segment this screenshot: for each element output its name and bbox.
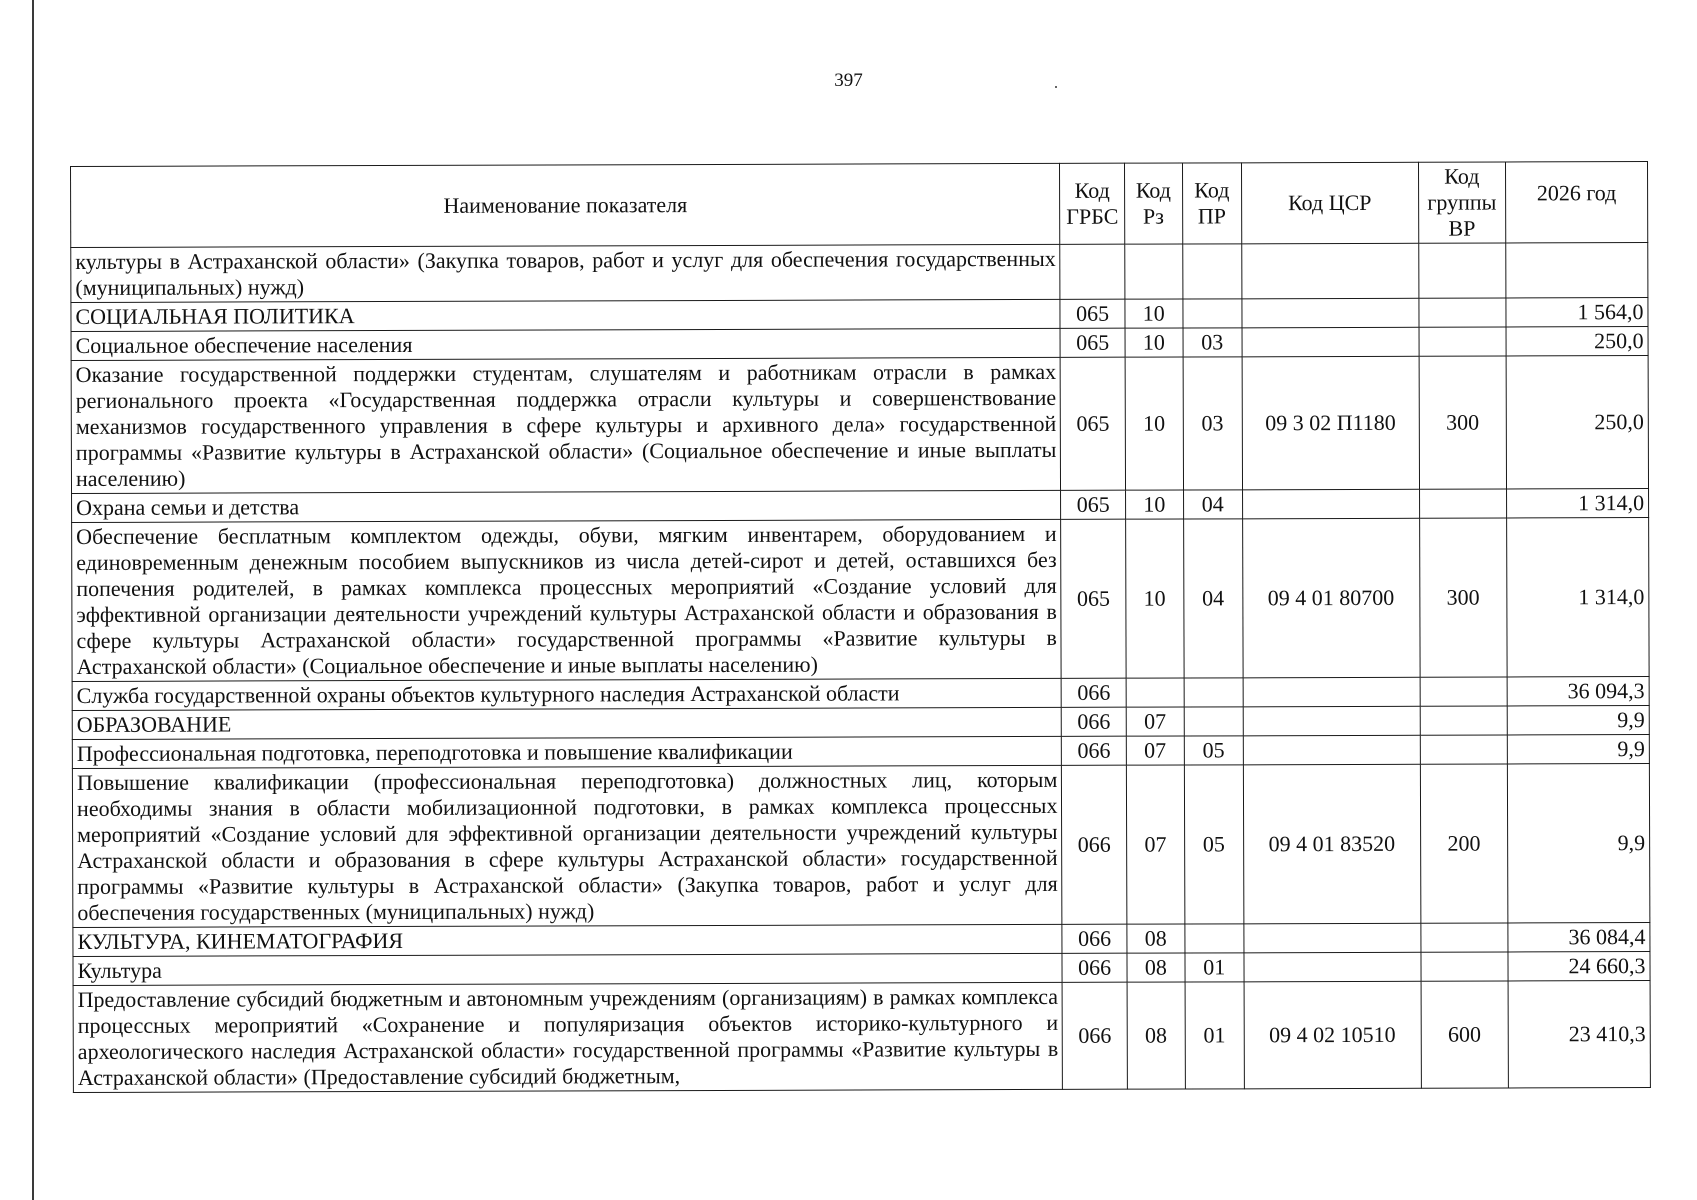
cell-csr <box>1244 923 1421 953</box>
cell-name: КУЛЬТУРА, КИНЕМАТОГРАФИЯ <box>73 924 1063 956</box>
cell-pr: 01 <box>1185 953 1244 982</box>
cell-grbs: 066 <box>1062 953 1127 982</box>
cell-value: 1 564,0 <box>1506 298 1648 327</box>
cell-csr: 09 4 01 80700 <box>1242 518 1419 678</box>
cell-grbs: 065 <box>1061 357 1126 490</box>
header-pr: Код ПР <box>1182 163 1241 244</box>
cell-vr: 600 <box>1421 981 1509 1088</box>
cell-grbs: 065 <box>1061 490 1126 519</box>
table-row <box>71 356 1648 494</box>
cell-name: Культура <box>73 953 1063 985</box>
cell-value: 9,9 <box>1507 764 1650 923</box>
cell-grbs: 066 <box>1063 982 1128 1089</box>
cell-name: СОЦИАЛЬНАЯ ПОЛИТИКА <box>71 299 1061 331</box>
header-csr: Код ЦСР <box>1241 162 1418 244</box>
cell-rz: 10 <box>1125 357 1183 490</box>
cell-pr: 03 <box>1183 357 1242 490</box>
cell-name: Предоставление субсидий бюджетным и автономным учреждениям (организациям) в рамках комплекса процессных мероприятий «Сохранение и популяризация объектов историко-культурного и археологического наследия Астраханской области» государственной программы «Развитие культуры в Астраханской области» (Предоставление субсидий бюджетным, <box>73 982 1063 1092</box>
cell-rz: 07 <box>1126 765 1184 924</box>
cell-value: 36 084,4 <box>1508 923 1650 952</box>
cell-rz: 10 <box>1125 328 1183 357</box>
cell-name: Оказание государственной поддержки студентам, слушателям и работникам отрасли в рамках регионального проекта «Государственная поддержка отрасли культуры и совершенствование механизмов государственного управления в сфере культуры и архивного дела» государственной программы «Развитие культуры в Астраханской области» (Социальное обеспечение и иные выплаты населению) <box>71 357 1061 493</box>
cell-grbs: 065 <box>1061 519 1126 678</box>
cell-pr <box>1183 299 1242 328</box>
cell-vr: 300 <box>1419 356 1507 489</box>
cell-pr <box>1182 244 1241 299</box>
cell-vr: 200 <box>1420 764 1508 923</box>
cell-grbs: 065 <box>1060 328 1125 357</box>
cell-rz: 10 <box>1125 299 1183 328</box>
cell-pr <box>1184 707 1243 736</box>
cell-pr <box>1184 678 1243 707</box>
cell-vr <box>1421 952 1508 981</box>
cell-value: 250,0 <box>1506 327 1648 356</box>
table-row <box>72 518 1649 682</box>
cell-csr <box>1243 677 1420 707</box>
cell-rz: 10 <box>1125 519 1183 678</box>
cell-pr: 05 <box>1184 736 1243 765</box>
cell-pr: 05 <box>1184 765 1243 924</box>
cell-value: 1 314,0 <box>1506 489 1648 518</box>
cell-name: Служба государственной охраны объектов культурного наследия Астраханской области <box>72 678 1062 710</box>
cell-csr <box>1241 243 1418 299</box>
cell-csr <box>1242 327 1419 357</box>
cell-csr: 09 4 01 83520 <box>1243 764 1420 924</box>
cell-grbs: 066 <box>1062 924 1127 953</box>
cell-name: Охрана семьи и детства <box>72 490 1062 522</box>
cell-rz: 08 <box>1127 953 1185 982</box>
cell-rz: 07 <box>1126 707 1184 736</box>
budget-table <box>70 161 1651 1093</box>
table-row <box>72 764 1649 928</box>
cell-pr: 04 <box>1183 490 1242 519</box>
header-row <box>71 162 1648 248</box>
cell-vr <box>1419 489 1506 518</box>
cell-name: Профессиональная подготовка, переподготовка и повышение квалификации <box>72 736 1062 768</box>
cell-pr: 04 <box>1183 519 1242 678</box>
cell-name: Повышение квалификации (профессиональная переподготовка) должностных лиц, которым необходимы знания в области мобилизационной подготовки, в рамках комплекса процессных мероприятий «Создание условий для эффективной организации деятельности учреждений культуры Астраханской области и образования в сфере культуры Астраханской области» государственной программы «Развитие культуры в Астраханской области» (Закупка товаров, работ и услуг для обеспечения государственных (муниципальных) нужд) <box>72 765 1062 927</box>
cell-value: 9,9 <box>1507 706 1649 735</box>
cell-pr: 01 <box>1185 982 1244 1089</box>
cell-vr <box>1420 677 1507 706</box>
cell-value: 36 094,3 <box>1507 677 1649 706</box>
cell-vr <box>1420 706 1507 735</box>
table-row <box>71 243 1648 303</box>
cell-value: 1 314,0 <box>1507 518 1650 677</box>
cell-vr: 300 <box>1419 518 1507 677</box>
cell-value: 24 660,3 <box>1508 952 1650 981</box>
scan-speck <box>1055 86 1057 88</box>
cell-name: культуры в Астраханской области» (Закупка товаров, работ и услуг для обеспечения государственных (муниципальных) нужд) <box>71 244 1061 302</box>
cell-value: 23 410,3 <box>1508 981 1650 1088</box>
cell-grbs: 066 <box>1062 707 1127 736</box>
cell-pr <box>1185 924 1244 953</box>
cell-csr: 09 4 02 10510 <box>1244 981 1421 1089</box>
page-edge-line <box>32 0 34 1200</box>
cell-rz: 08 <box>1127 982 1185 1089</box>
header-rz: Код Рз <box>1124 163 1182 244</box>
page-number: 397 <box>834 70 863 91</box>
cell-vr <box>1420 735 1507 764</box>
cell-grbs: 066 <box>1062 678 1127 707</box>
cell-csr <box>1244 952 1421 982</box>
header-name: Наименование показателя <box>71 163 1061 247</box>
cell-grbs: 066 <box>1062 736 1127 765</box>
cell-vr <box>1419 327 1506 356</box>
header-grbs: Код ГРБС <box>1060 163 1125 244</box>
cell-rz <box>1125 244 1183 299</box>
table-row <box>73 981 1650 1093</box>
cell-csr <box>1242 298 1419 328</box>
cell-value: 9,9 <box>1507 735 1649 764</box>
cell-pr: 03 <box>1183 328 1242 357</box>
cell-name: ОБРАЗОВАНИЕ <box>72 707 1062 739</box>
cell-csr <box>1243 706 1420 736</box>
cell-name: Социальное обеспечение населения <box>71 328 1061 360</box>
cell-grbs <box>1060 244 1125 299</box>
cell-csr <box>1243 735 1420 765</box>
cell-rz: 10 <box>1125 490 1183 519</box>
header-year: 2026 год <box>1505 162 1647 243</box>
cell-rz: 07 <box>1126 736 1184 765</box>
cell-grbs: 066 <box>1062 765 1127 924</box>
cell-vr <box>1419 298 1506 327</box>
cell-vr <box>1418 243 1506 298</box>
cell-value: 250,0 <box>1506 356 1648 489</box>
cell-rz <box>1126 678 1184 707</box>
cell-csr: 09 3 02 П1180 <box>1242 356 1419 490</box>
cell-name: Обеспечение бесплатным комплектом одежды, обуви, мягким инвентарем, оборудованием и единовременным денежным пособием выпускников из числа детей-сирот и детей, оставшихся без попечения родителей, в рамках комплекса процессных мероприятий «Создание условий для эффективной организации деятельности учреждений культуры Астраханской области и образования в сфере культуры Астраханской области» государственной программы «Развитие культуры в Астраханской области» (Социальное обеспечение и иные выплаты населению) <box>72 519 1062 681</box>
cell-value <box>1506 243 1648 298</box>
cell-rz: 08 <box>1127 924 1185 953</box>
header-vr: Код группы ВР <box>1418 162 1506 243</box>
cell-vr <box>1420 923 1507 952</box>
cell-grbs: 065 <box>1060 299 1125 328</box>
cell-csr <box>1242 489 1419 519</box>
